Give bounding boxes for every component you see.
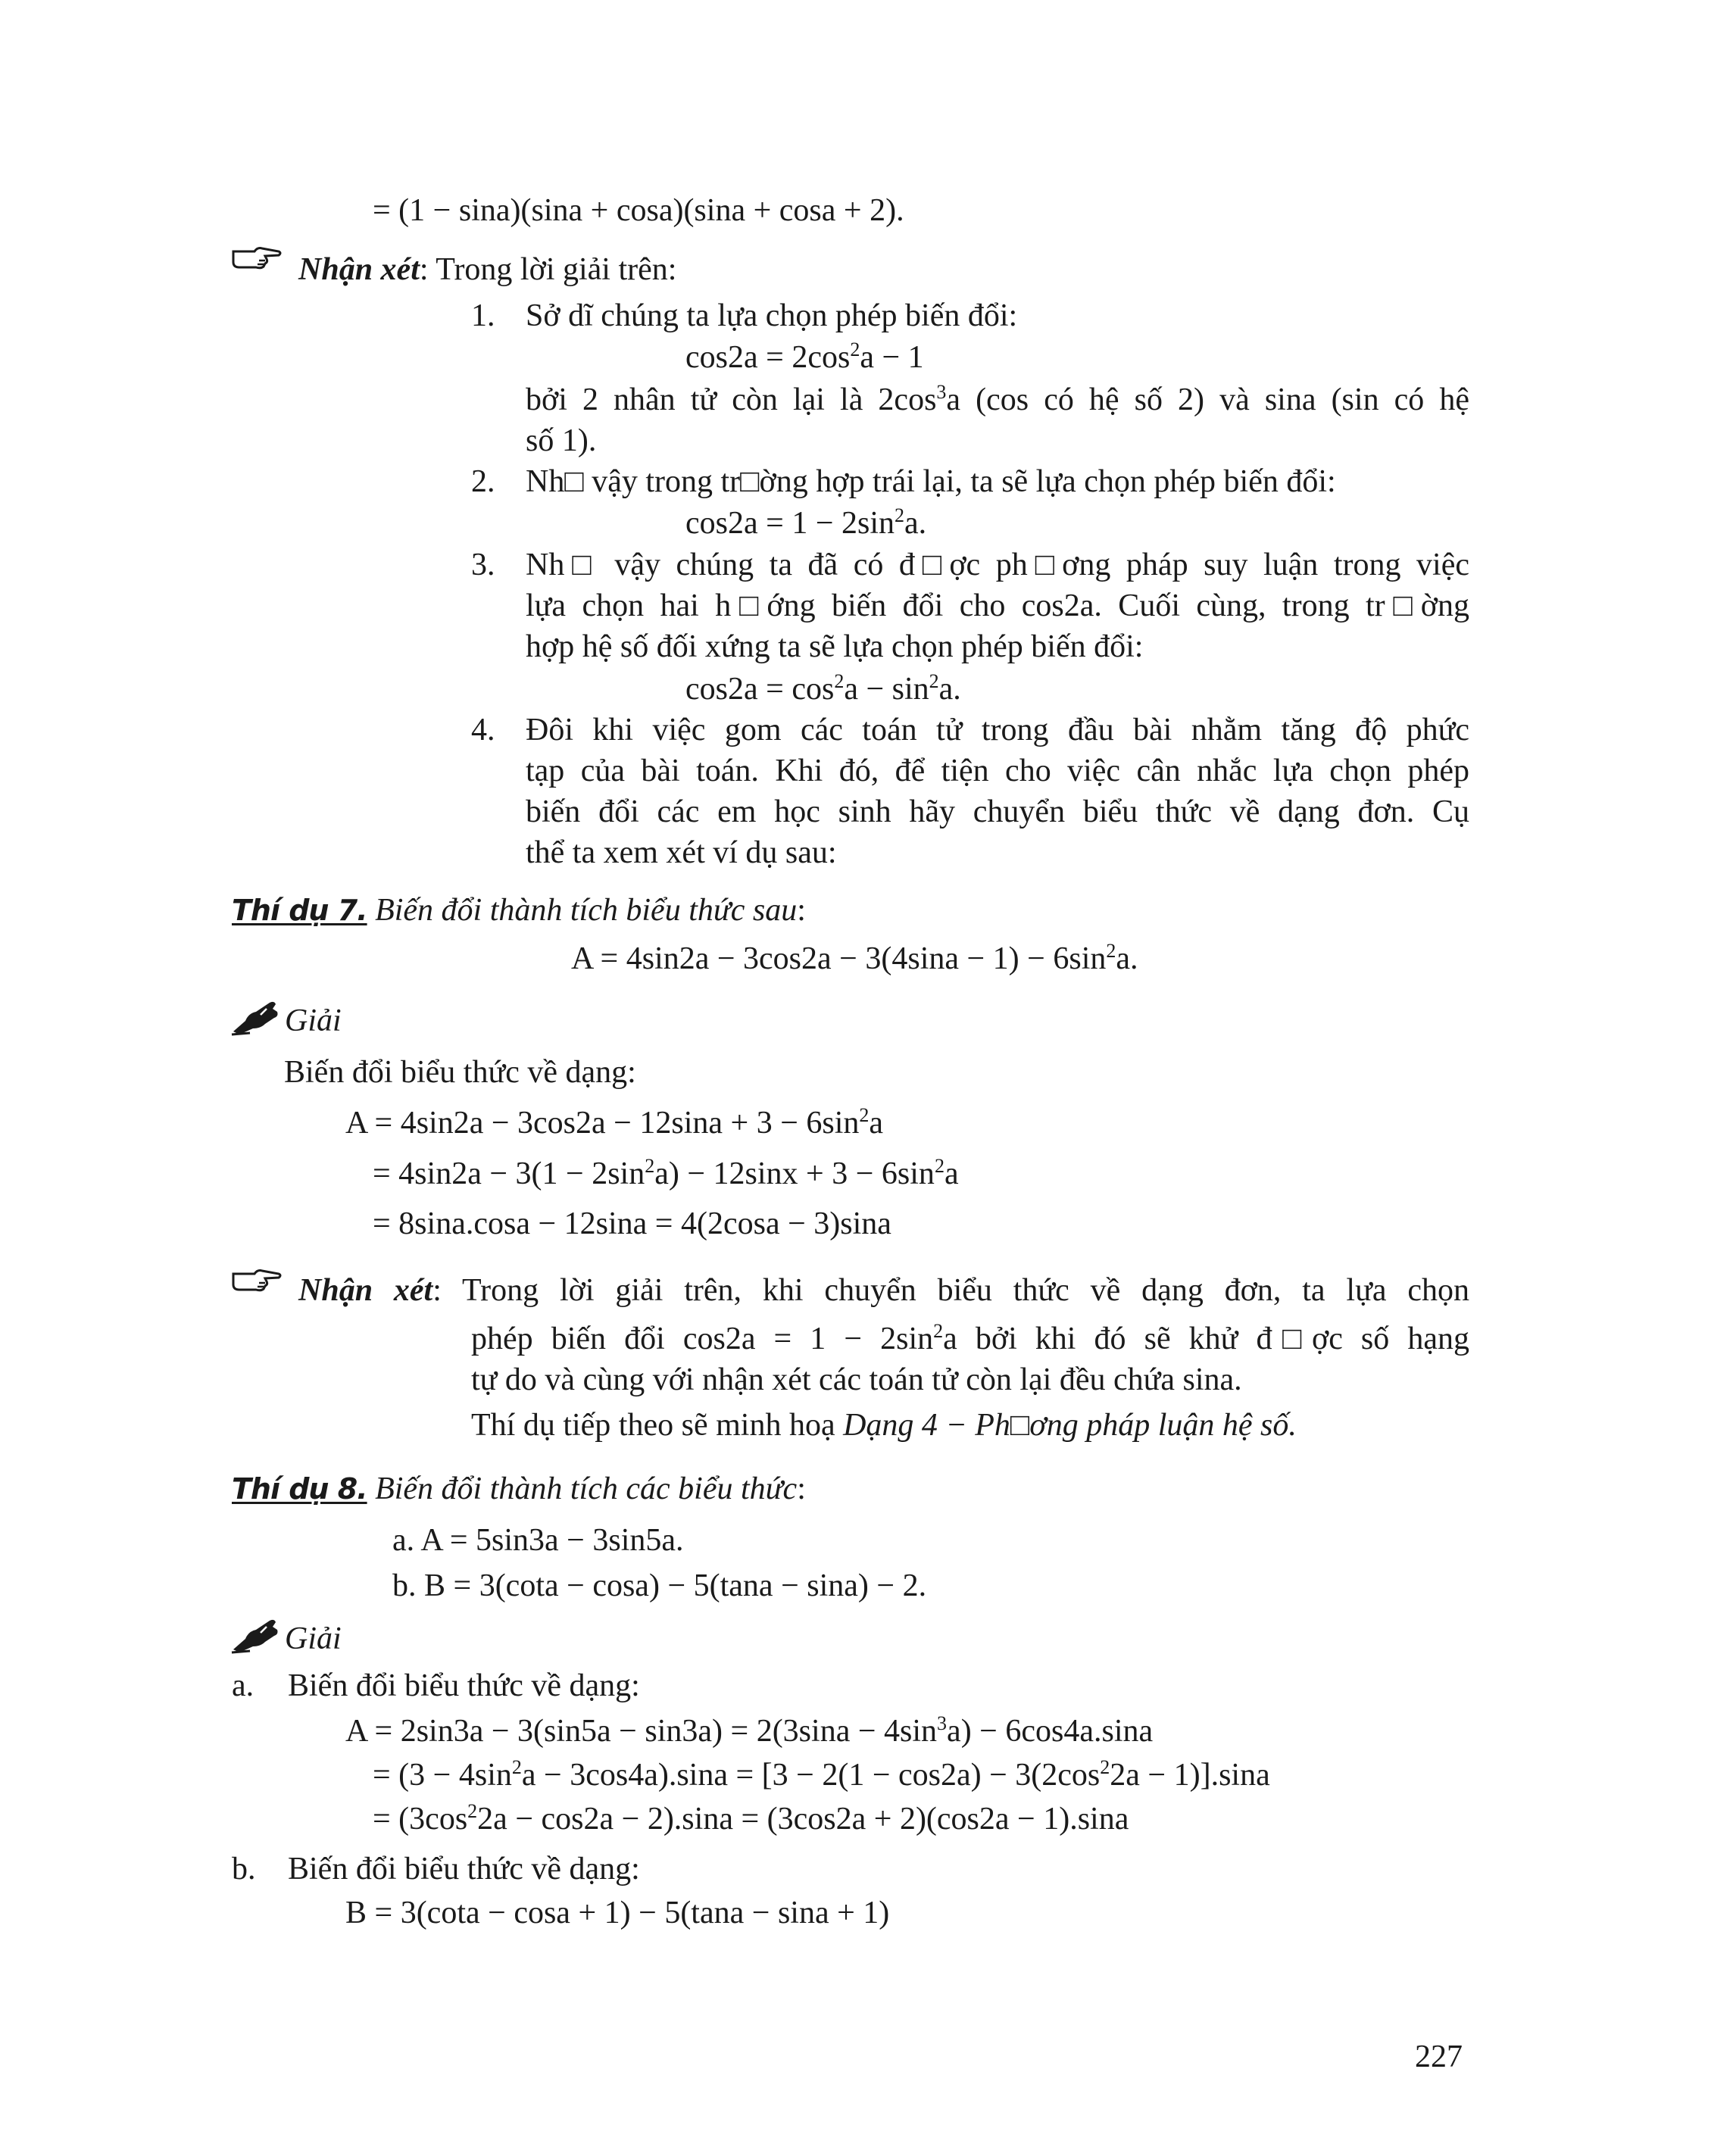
example-prompt: Biến đổi thành tích các biểu thức bbox=[367, 1471, 798, 1506]
list-number: b. bbox=[232, 1852, 256, 1886]
remark-text: Thí dụ tiếp theo sẽ minh hoạ Dạng 4 − Ph□ơng pháp luận hệ số. bbox=[471, 1408, 1297, 1443]
remark-label: Nhận xét bbox=[298, 1273, 433, 1308]
example-label: Thí dụ 8. bbox=[232, 1472, 367, 1506]
list-number: 4. bbox=[471, 713, 495, 747]
remark-label: Nhận xét bbox=[298, 252, 420, 287]
equation-line: = $(3\cos^22a - \cos 2a - 2).\sin a = (3\cos 2a + 2)(\cos 2a - 1).\sin a$ bbox=[373, 1800, 1129, 1836]
pointing-hand-icon bbox=[232, 1266, 283, 1292]
list-text: số 1). bbox=[526, 423, 597, 458]
list-text: thể ta xem xét ví dụ sau: bbox=[526, 835, 837, 870]
example-7-heading: Thí dụ 7. Biến đổi thành tích biểu thức sau: bbox=[232, 893, 806, 928]
remark-heading bbox=[298, 1271, 1469, 1310]
equation-line: = $4\sin 2a - 3(1 - 2\sin^2a) - 12\sin x + 3 - 6\sin^2a$ bbox=[373, 1155, 959, 1191]
solution-text: Biến đổi biểu thức về dạng: bbox=[284, 1055, 636, 1090]
solution-text: Biến đổi biểu thức về dạng: bbox=[288, 1852, 640, 1886]
list-text: biến đổi các em học sinh hãy chuyển biểu thức về dạng đơn. Cụ bbox=[526, 794, 1469, 829]
equation-line: $\cos 2a = 2\cos^2a - 1$ bbox=[685, 339, 924, 375]
example-8-heading: Thí dụ 8. Biến đổi thành tích các biểu thức: bbox=[232, 1471, 806, 1506]
remark-text: phép biến đổi $\cos 2a = 1 - 2\sin^2a$ bởi khi đó sẽ khử đ□ợc số hạng bbox=[471, 1320, 1469, 1356]
remark-text: : Trong lời giải trên, khi chuyển biểu thức về dạng đơn, ta lựa chọn bbox=[432, 1273, 1469, 1308]
list-text: hợp hệ số đối xứng ta sẽ lựa chọn phép biến đổi: bbox=[526, 629, 1144, 664]
equation-text: = (1 − sina)(sina + cosa)(sina + cosa + 2). bbox=[373, 193, 904, 228]
list-text: Nh□ vậy chúng ta đã có đ□ợc ph□ơng pháp suy luận trong việc bbox=[526, 548, 1469, 582]
page-number: 227 bbox=[1415, 2039, 1463, 2074]
remark-heading bbox=[298, 250, 676, 289]
list-text: bởi 2 nhân tử còn lại là $2\cos^3a$ (cos có hệ số 2) và sina (sin có hệ bbox=[526, 381, 1470, 417]
equation-line: = 8sina.cosa − 12sina = 4(2cosa − 3)sina bbox=[373, 1206, 891, 1241]
solution-text: Biến đổi biểu thức về dạng: bbox=[288, 1668, 640, 1703]
list-number: 2. bbox=[471, 464, 495, 499]
equation-line bbox=[373, 191, 904, 230]
list-number: 1. bbox=[471, 298, 495, 333]
list-number: a. bbox=[232, 1668, 254, 1703]
list-number: 3. bbox=[471, 548, 495, 582]
equation-line: $A = 2\sin 3a - 3(\sin 5a - \sin 3a) = 2(3\sin a - 4\sin^3a) - 6\cos 4a.\sin a$ bbox=[345, 1712, 1154, 1749]
remark-text: : Trong lời giải trên: bbox=[419, 252, 677, 287]
equation-line: $\cos 2a = \cos^2a - \sin^2a$. bbox=[685, 670, 961, 707]
example-item: a. A = 5sin3a − 3sin5a. bbox=[392, 1523, 684, 1558]
example-label: Thí dụ 7. bbox=[232, 894, 367, 927]
list-text: Đôi khi việc gom các toán tử trong đầu bài nhằm tăng độ phức bbox=[526, 713, 1469, 747]
remark-text: tự do và cùng với nhận xét các toán tử còn lại đều chứa sina. bbox=[471, 1362, 1242, 1397]
example-item: b. B = 3(cota − cosa) − 5(tana − sina) − 2. bbox=[392, 1568, 927, 1603]
equation-line: B = 3(cota − cosa + 1) − 5(tana − sina + 1) bbox=[345, 1896, 890, 1930]
equation-line: $A = 4\sin 2a - 3\cos 2a - 12\sin a + 3 - 6\sin^2a$ bbox=[345, 1104, 884, 1141]
solution-heading: Giải bbox=[285, 1621, 342, 1656]
solution-heading: Giải bbox=[285, 1003, 342, 1038]
list-text: Nh□ vậy trong tr□ờng hợp trái lại, ta sẽ lựa chọn phép biến đổi: bbox=[526, 464, 1336, 499]
list-text: Sở dĩ chúng ta lựa chọn phép biến đổi: bbox=[526, 298, 1018, 333]
list-text: tạp của bài toán. Khi đó, để tiện cho việc cân nhắc lựa chọn phép bbox=[526, 754, 1469, 788]
pointing-hand-icon bbox=[232, 244, 283, 270]
equation-line: = $(3 - 4\sin^2a - 3\cos 4a).\sin a = [3 - 2(1 - \cos 2a) - 3(2\cos^22a - 1)].\sin a$ bbox=[373, 1756, 1270, 1793]
equation-line: $A = 4\sin 2a - 3\cos 2a - 3(4\sin a - 1) - 6\sin^2a$. bbox=[571, 940, 1138, 976]
example-prompt: Biến đổi thành tích biểu thức sau bbox=[367, 893, 798, 928]
list-text: lựa chọn hai h□ớng biến đổi cho cos2a. Cuối cùng, trong tr□ờng bbox=[526, 588, 1469, 623]
equation-line: $\cos 2a = 1 - 2\sin^2a$. bbox=[685, 504, 927, 541]
writing-hand-icon bbox=[230, 1616, 283, 1654]
writing-hand-icon bbox=[230, 998, 283, 1036]
